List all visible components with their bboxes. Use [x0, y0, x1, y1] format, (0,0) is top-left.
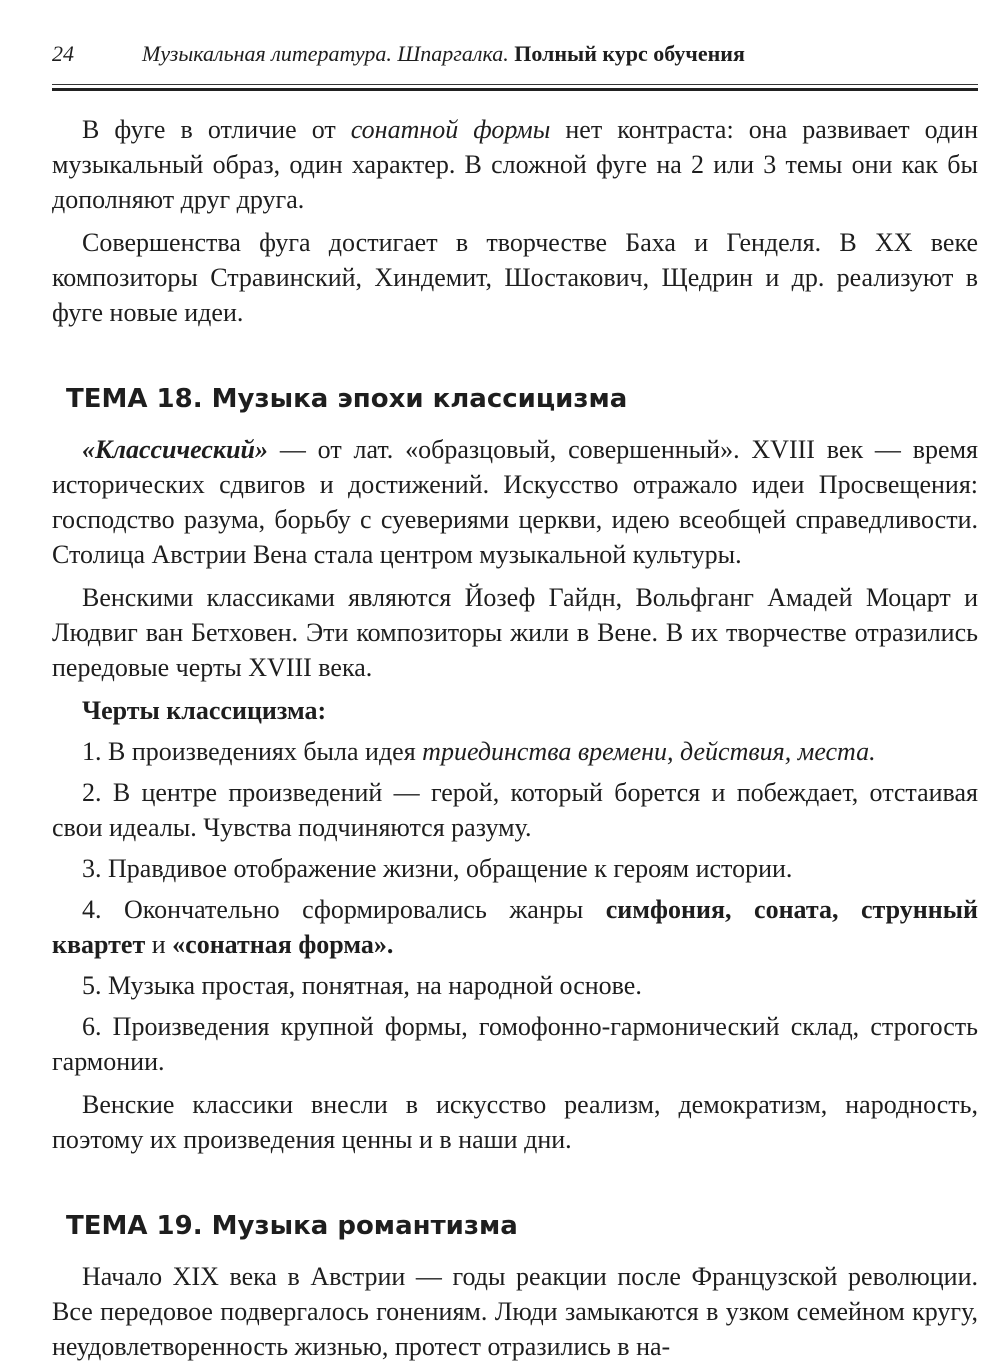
- features-heading: Черты классицизма:: [82, 696, 327, 725]
- topic18-paragraph-1: [52, 432, 978, 572]
- feature-item-5: 5. Музыка простая, понятная, на народной основе.: [82, 971, 642, 1000]
- header-rule-thin: [52, 84, 978, 85]
- term-classical: «Классический»: [82, 435, 268, 464]
- header-rule-thick: [52, 88, 978, 91]
- feature-1-emphasis: триединства времени, действия, места.: [422, 737, 876, 766]
- feature-4-genres: симфония, соната, струнный квартет: [52, 895, 978, 959]
- topic19-paragraph-1: Начало XIX века в Австрии — годы реакции после Французской революции. Все передовое подвергалось гонениям. Люди замыкаются в узком семейном кругу, неудовлетворенность жизнью, протест отразились в на-: [52, 1262, 978, 1361]
- feature-4-text-a: 4. Окончательно сформировались жанры: [82, 895, 606, 924]
- intro-paragraph-1: [52, 112, 978, 217]
- feature-1-text: 1. В произведениях была идея: [82, 737, 423, 766]
- feature-item-1: [52, 734, 978, 769]
- feature-item-3: 3. Правдивое отображение жизни, обращение к героям истории.: [82, 854, 793, 883]
- topic18-conclusion: Венские классики внесли в искусство реализм, демократизм, народность, поэтому их произведения ценны и в наши дни.: [52, 1090, 978, 1154]
- feature-4-sonata-form: «сонатная форма».: [172, 930, 394, 959]
- feature-item-6: 6. Произведения крупной формы, гомофонно-гармонический склад, строгость гармонии.: [52, 1012, 978, 1076]
- topic18-p1-text: — от лат. «образцовый, совершенный». XVIII век — время исторических сдвигов и достижений. Искусство отражало идеи Просвещения: господство разума, борьбу с суевериями церкви, идею всеобщей справедливости. Столица Австрии Вена стала центром музыкальной культуры.: [52, 435, 978, 569]
- series-title: Музыкальная литература. Шпаргалка.: [142, 41, 509, 66]
- feature-item-2: 2. В центре произведений — герой, который борется и побеждает, отстаивая свои идеалы. Чувства подчиняются разуму.: [52, 778, 978, 842]
- series-subtitle: Полный курс обучения: [514, 41, 745, 66]
- intro-p1-text-a: В фуге в отличие от: [82, 115, 351, 144]
- feature-item-4: [52, 892, 978, 962]
- topic-18-heading: ТЕМА 18. Музыка эпохи классицизма: [66, 384, 628, 414]
- topic18-paragraph-2: Венскими классиками являются Йозеф Гайдн, Вольфганг Амадей Моцарт и Людвиг ван Бетховен. Эти композиторы жили в Вене. В их творчестве отразились передовые черты XVIII века.: [52, 583, 978, 682]
- intro-p1-emphasis: сонатной формы: [350, 115, 551, 144]
- intro-p1-text-b: нет контраста: она развивает один музыкальный образ, один характер. В сложной фуге на 2 или 3 темы они как бы дополняют друг друга.: [52, 115, 978, 214]
- intro-paragraph-2: Совершенства фуга достигает в творчестве Баха и Генделя. В XX веке композиторы Стравинский, Хиндемит, Шостакович, Щедрин и др. реализуют в фуге новые идеи.: [52, 228, 978, 327]
- topic-19-heading: ТЕМА 19. Музыка романтизма: [66, 1211, 518, 1241]
- running-head: [52, 40, 976, 68]
- page-body: [52, 112, 978, 1364]
- feature-4-text-c: и: [145, 930, 173, 959]
- page-number: 24: [52, 41, 74, 66]
- header-rule: [52, 84, 978, 96]
